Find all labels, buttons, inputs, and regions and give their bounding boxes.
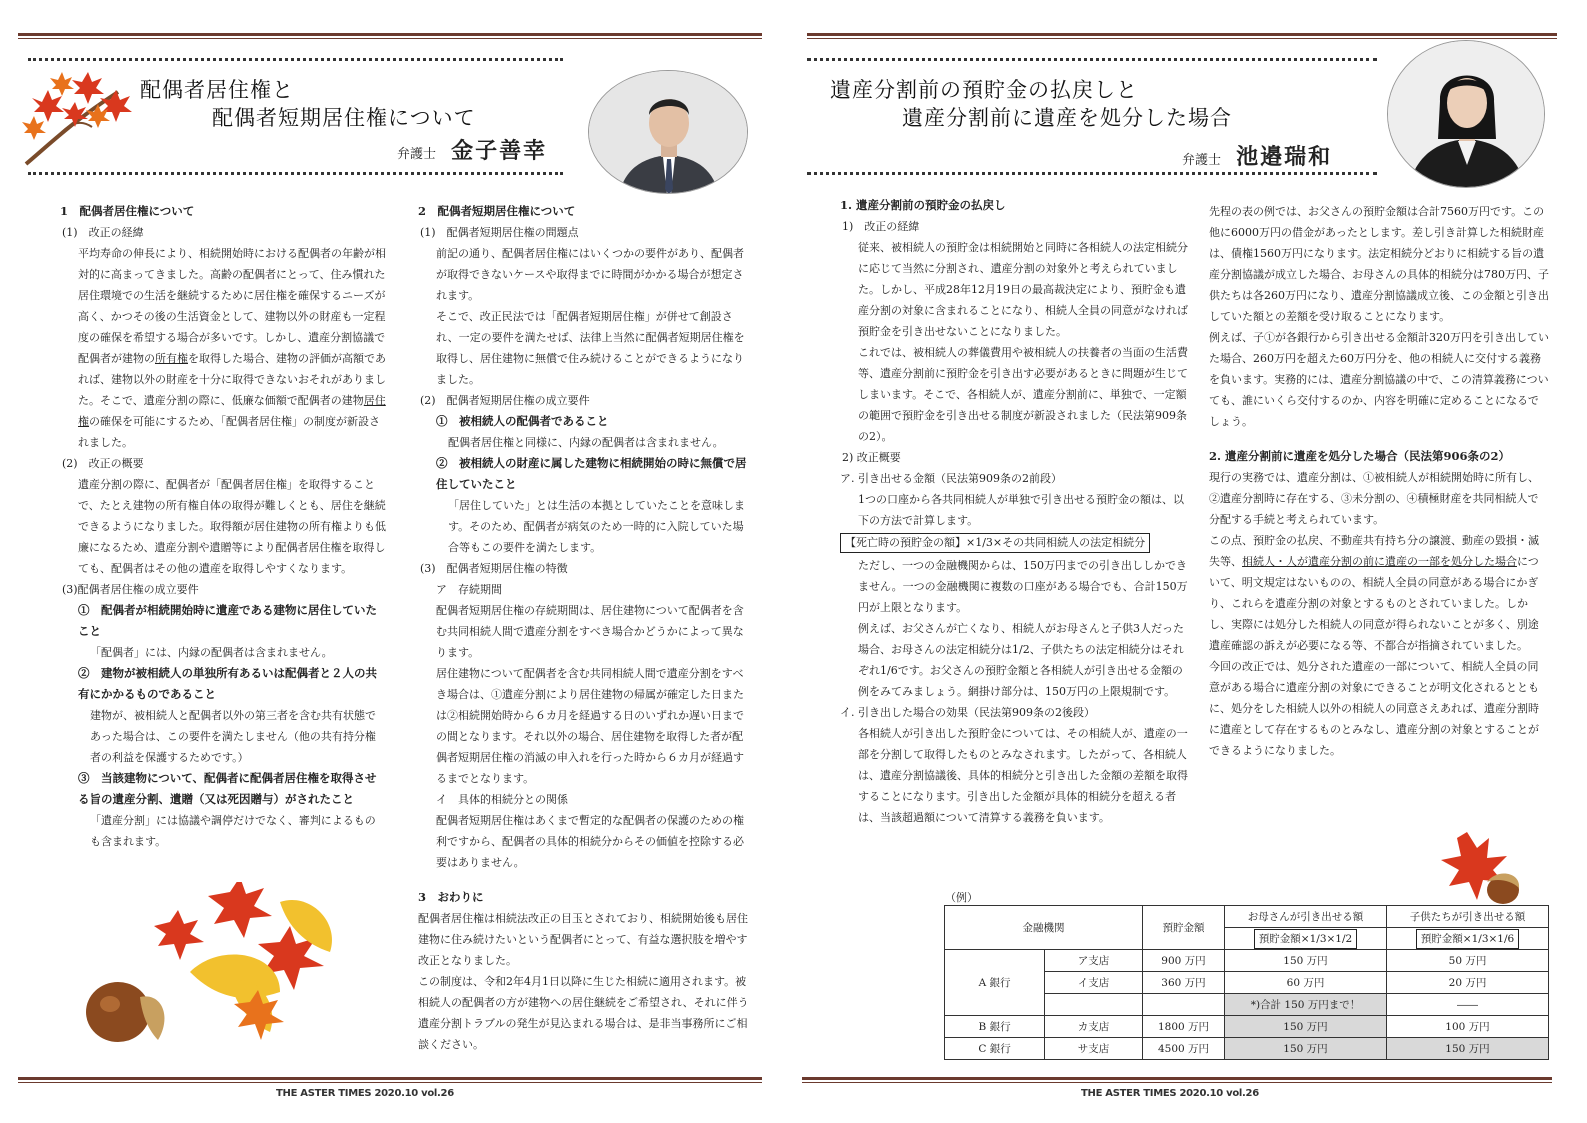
bank-cell: B 銀行 bbox=[945, 1016, 1045, 1038]
paragraph: 居住建物について配偶者を含む共同相続人間で遺産分割をすべき場合は、①遺産分割により居住建物の帰属が確定した日または②相続開始時から６カ月を経過する日のいずれか遅い日までの間となります。それ以外の場合、居住建物を取得した者が配偶者短期居住権の消滅の申入れを行った時から６カ月が経過するまでとなります。 bbox=[436, 667, 744, 785]
amount-cell bbox=[1143, 994, 1225, 1016]
requirement: ② 被相続人の財産に属した建物に相続開始の時に無償で居住していたこと bbox=[436, 456, 747, 491]
requirement: ① 被相続人の配偶者であること bbox=[436, 414, 609, 428]
top-dots bbox=[28, 58, 563, 61]
paragraph: そこで、改正民法では「配偶者短期居住権」が併せて創設され、一定の要件を満たせば、法律上当然に配偶者短期居住権を取得し、居住建物に無償で住み続けることができるようになりました。 bbox=[436, 310, 745, 386]
subsection-heading: (3) 配偶者短期居住権の特徴 bbox=[420, 562, 568, 575]
formula-box: 預貯金額×1/3×1/6 bbox=[1416, 929, 1519, 949]
underlined-text: 所有権 bbox=[155, 352, 188, 365]
subsection-heading: (1) 配偶者短期居住権の問題点 bbox=[420, 226, 579, 239]
footer-text: THE ASTER TIMES 2020.10 vol.26 bbox=[276, 1088, 454, 1099]
author-byline bbox=[1182, 140, 1332, 171]
requirement-note: 「居住していた」とは生活の本拠としていたことを意味します。そのため、配偶者が病気のため一時的に入院していた場合等もこの要件を満たします。 bbox=[448, 499, 745, 554]
child-cell: ―― bbox=[1387, 994, 1549, 1016]
bank-cell: C 銀行 bbox=[945, 1038, 1045, 1060]
bottom-dots bbox=[28, 172, 563, 175]
top-rule bbox=[18, 33, 762, 39]
mother-cell: *)合計 150 万円まで！ bbox=[1225, 994, 1387, 1016]
paragraph: これでは、被相続人の葬儀費用や被相続人の扶養者の当面の生活費等、遺産分割前に預貯金を引き出す必要があるときに問題が生じてしまいます。そこで、各相続人が、遺産分割前に、単独で、一定額の範囲で預貯金を引き出せる制度が新設されました（民法第909条の2）。 bbox=[858, 346, 1188, 443]
amount-cell: 360 万円 bbox=[1143, 972, 1225, 994]
requirement: ② 建物が被相続人の単独所有あるいは配偶者と２人の共有にかかるものであること bbox=[78, 666, 377, 701]
top-rule bbox=[807, 33, 1557, 39]
amount-cell: 4500 万円 bbox=[1143, 1038, 1225, 1060]
bank-cell: A 銀行 bbox=[945, 950, 1045, 1016]
author-role: 弁護士 bbox=[1182, 153, 1222, 168]
requirement-note: 「遺産分割」には協議や調停だけでなく、審判によるものも含まれます。 bbox=[90, 814, 376, 848]
paragraph: 今回の改正では、処分された遺産の一部について、相続人全員の同意がある場合に遺産分割の対象にできることが明文化されるとともに、処分をした相続人以外の相続人の同意さえあれば、遺産分割時に遺産として存在するものとみなし、遺産分割の対象とすることができるようになりました。 bbox=[1209, 660, 1539, 757]
underlined-text: 相続人・人が遺産分割の前に遺産の一部を処分した場合 bbox=[1242, 555, 1517, 568]
amount-cell: 1800 万円 bbox=[1143, 1016, 1225, 1038]
child-cell: 50 万円 bbox=[1387, 950, 1549, 972]
header-cell: 預貯金額 bbox=[1143, 906, 1225, 950]
branch-cell: ア支店 bbox=[1045, 950, 1143, 972]
paragraph: 各相続人が引き出した預貯金については、その相続人が、遺産の一部を分割して取得したものとみなされます。したがって、各相続人は、遺産分割協議後、具体的相続分と引き出した金額の差額を取得することになります。引き出した金額が具体的相続分を超える者は、当該超過額について清算する義務を負います。 bbox=[858, 727, 1188, 824]
section-heading: 1. 遺産分割前の預貯金の払戻し bbox=[840, 198, 1006, 212]
child-cell: 150 万円 bbox=[1387, 1038, 1549, 1060]
subsection-heading: 2) 改正概要 bbox=[842, 451, 901, 464]
table-row bbox=[945, 1038, 1549, 1060]
section-heading: 1 配偶者居住権について bbox=[60, 204, 195, 218]
mother-cell: 150 万円 bbox=[1225, 1016, 1387, 1038]
author-photo bbox=[588, 70, 748, 194]
requirement: ① 配偶者が相続開始時に遺産である建物に居住していたこと bbox=[78, 603, 377, 638]
mother-cell: 150 万円 bbox=[1225, 1038, 1387, 1060]
item-heading: ア 存続期間 bbox=[436, 583, 502, 596]
item-heading: ア. 引き出せる金額（民法第909条の2前段） bbox=[840, 472, 1062, 485]
child-cell: 100 万円 bbox=[1387, 1016, 1549, 1038]
paragraph: 先程の表の例では、お父さんの預貯金額は合計7560万円です。この他に6000万円の借金があったとします。差し引き計算した相続財産は、債権1560万円になります。法定相続分どおりに相続する旨の遺産分割協議が成立した場合、お母さんの具体的相続分は780万円、子供たちは各260万円になり、遺産分割協議成立後、この金額と引き出していた額との差額を受け取ることになります。 bbox=[1209, 205, 1549, 323]
branch-cell: サ支店 bbox=[1045, 1038, 1143, 1060]
bottom-dots bbox=[807, 172, 1377, 175]
author-byline bbox=[397, 134, 547, 165]
footer-rule bbox=[802, 1077, 1552, 1083]
mother-cell: 60 万円 bbox=[1225, 972, 1387, 994]
table-row bbox=[945, 1016, 1549, 1038]
paragraph: 例えば、お父さんが亡くなり、相続人がお母さんと子供3人だった場合、お母さんの法定相続分は1/2、子供たちの法定相続分はそれぞれ1/6です。お父さんの預貯金額と各相続人が引き出せる金額の例をみてみましょう。網掛け部分は、150万円の上限規制です。 bbox=[858, 622, 1184, 698]
text: この点、預貯金の払戻、不動産共有持ち分の譲渡、動産の毀損・滅失等、 bbox=[1209, 534, 1539, 568]
paragraph bbox=[60, 243, 386, 453]
article-title-line2: 配偶者短期居住権について bbox=[212, 106, 476, 130]
top-dots bbox=[807, 58, 1377, 61]
paragraph: 配偶者短期居住権の存続期間は、居住建物について配偶者を含む共同相続人間で遺産分割をすべき場合かどうかによって異なります。 bbox=[436, 604, 744, 659]
formula-cell bbox=[1225, 928, 1387, 950]
author-name: 池邉瑞和 bbox=[1236, 145, 1333, 170]
article-column-1 bbox=[60, 201, 386, 852]
branch-cell: カ支店 bbox=[1045, 1016, 1143, 1038]
paragraph: ただし、一つの金融機関からは、150万円までの引き出ししかできません。一つの金融機関に複数の口座がある場合でも、合計150万円が上限となります。 bbox=[858, 559, 1188, 614]
autumn-leaves-illustration bbox=[80, 882, 360, 1082]
paragraph: この制度は、令和2年4月1日以降に生じた相続に適用されます。被相続人の配偶者の方が建物への居住継続をご希望され、それに伴う遺産分割トラブルの発生が見込まれる場合は、是非当事務所にご相談ください。 bbox=[418, 975, 749, 1051]
text: を取得した場合、建物の評価が高額であれば、建物以外の財産を十分に取得できないおそれがありました。そこで、遺産分割の際に、低廉な価額で配偶者の建物 bbox=[78, 352, 386, 407]
branch-cell bbox=[1045, 994, 1143, 1016]
subsection-heading: (2) 配偶者短期居住権の成立要件 bbox=[420, 394, 590, 407]
subsection-heading: (3)配偶者居住権の成立要件 bbox=[62, 583, 199, 596]
paragraph: 配偶者居住権は相続法改正の目玉とされており、相続開始後も居住建物に住み続けたいという配偶者にとって、有益な選択肢を増やす改正となりました。 bbox=[418, 912, 748, 967]
requirement-note: 建物が、被相続人と配偶者以外の第三者を含む共有状態であった場合は、この要件を満たしません（他の共有持分権者の利益を保護するためです。） bbox=[90, 709, 376, 764]
author-role: 弁護士 bbox=[397, 147, 437, 162]
paragraph: 前記の通り、配偶者居住権にはいくつかの要件があり、配偶者が取得できないケースや取得までに時間がかかる場合が想定されます。 bbox=[436, 247, 744, 302]
article-column-1 bbox=[840, 195, 1192, 828]
section-heading: 2. 遺産分割前に遺産を処分した場合（民法第906条の2） bbox=[1209, 449, 1511, 463]
paragraph: 従来、被相続人の預貯金は相続開始と同時に各相続人の法定相続分に応じて当然に分割され、遺産分割の対象外と考えられていました。しかし、平成28年12月19日の最高裁決定により、預貯金も遺産分割の対象に含まれることになり、相続人全員の同意がなければ預貯金を引き出せないことになりました。 bbox=[858, 241, 1188, 338]
paragraph: 例えば、子①が各銀行から引き出せる金額計320万円を引き出していた場合、260万円を超えた60万円分を、他の相続人に交付する義務を負います。実務的には、遺産分割協議の中で、この清算義務についても、誰にいくら交付するのか、内容を明確に定めることになるでしょう。 bbox=[1209, 331, 1549, 428]
requirement-note: 配偶者居住権と同様に、内縁の配偶者は含まれません。 bbox=[448, 436, 724, 449]
requirement-note: 「配偶者」には、内縁の配偶者は含まれません。 bbox=[90, 646, 333, 659]
formula-box: 預貯金額×1/3×1/2 bbox=[1254, 929, 1357, 949]
text: について、明文規定はないものの、相続人全員の同意がある場合にかぎり、これらを遺産分割の対象とするものとされていました。しかし、実際には処分した相続人の同意が得られないことが多く、別途遺産確認の訴えが必要になる等、不都合が指摘されていました。 bbox=[1209, 555, 1539, 652]
withdrawal-example-table bbox=[944, 905, 1549, 1060]
subsection-heading: (1) 改正の経緯 bbox=[62, 226, 144, 239]
author-name: 金子善幸 bbox=[451, 139, 548, 164]
paragraph: 現行の実務では、遺産分割は、①被相続人が相続開始時に所有し、②遺産分割時に存在する、③未分割の、④積極財産を共同相続人で分配する手続と考えられています。 bbox=[1209, 471, 1539, 526]
article-column-2 bbox=[418, 201, 754, 1055]
header-cell: 金融機関 bbox=[945, 906, 1143, 950]
article-title-line2: 遺産分割前に遺産を処分した場合 bbox=[902, 106, 1232, 130]
paragraph: 配偶者短期居住権はあくまで暫定的な配偶者の保護のための権利ですから、配偶者の具体的相続分からその価値を控除する必要はありません。 bbox=[436, 814, 744, 869]
branch-cell: イ支店 bbox=[1045, 972, 1143, 994]
left-page bbox=[0, 0, 790, 1123]
table-header-row bbox=[945, 906, 1549, 928]
article-title-line1: 遺産分割前の預貯金の払戻しと bbox=[830, 78, 1138, 102]
text: 平均寿命の伸長により、相続開始時における配偶者の年齢が相対的に高まってきました。高齢の配偶者にとって、住み慣れた居住環境での生活を継続するために居住権を確保するニーズが高く、かつその後の生活資金として、建物以外の財産も一定程度の確保を希望する場合が多いです。しかし、遺産分割協議で配偶者が建物の bbox=[78, 247, 386, 365]
header-cell: お母さんが引き出せる額 bbox=[1225, 906, 1387, 928]
text: の確保を可能にするため、「配偶者居住権」の制度が新設されました。 bbox=[78, 415, 381, 449]
paragraph: 1つの口座から各共同相続人が単独で引き出せる預貯金の額は、以下の方法で計算します。 bbox=[858, 493, 1184, 527]
requirement: ③ 当該建物について、配偶者に配偶者居住権を取得させる旨の遺産分割、遺贈（又は死因贈与）がされたこと bbox=[78, 771, 377, 806]
footer-rule bbox=[18, 1077, 762, 1083]
maple-branch-illustration bbox=[22, 72, 134, 167]
maple-acorn-illustration bbox=[1437, 832, 1537, 912]
paragraph: 遺産分割の際に、配偶者が「配偶者居住権」を取得することで、たとえ建物の所有権自体の取得が難しくとも、居住を継続できるようになりました。取得額が居住建物の所有権よりも低廉になるため、遺産分割や遺贈等により配偶者居住権を取得しても、配偶者はその他の遺産を取得しやすくなります。 bbox=[78, 478, 386, 575]
subsection-heading: 1) 改正の経緯 bbox=[842, 220, 920, 233]
author-photo bbox=[1387, 40, 1545, 188]
table-row bbox=[945, 950, 1549, 972]
formula-cell bbox=[1387, 928, 1549, 950]
underlined-text: 居住権 bbox=[78, 394, 386, 428]
child-cell: 20 万円 bbox=[1387, 972, 1549, 994]
section-heading: 3 おわりに bbox=[418, 890, 484, 904]
table-caption: （例） bbox=[945, 891, 978, 904]
subsection-heading: (2) 改正の概要 bbox=[62, 457, 144, 470]
footer-text: THE ASTER TIMES 2020.10 vol.26 bbox=[1081, 1088, 1259, 1099]
article-column-2 bbox=[1209, 201, 1549, 761]
amount-cell: 900 万円 bbox=[1143, 950, 1225, 972]
formula-box: 【死亡時の預貯金の額】×1/3×その共同相続人の法定相続分 bbox=[840, 533, 1150, 553]
item-heading: イ 具体的相続分との関係 bbox=[436, 793, 568, 806]
header-cell: 子供たちが引き出せる額 bbox=[1387, 906, 1549, 928]
section-heading: 2 配偶者短期居住権について bbox=[418, 204, 576, 218]
paragraph bbox=[1209, 530, 1549, 656]
mother-cell: 150 万円 bbox=[1225, 950, 1387, 972]
right-page bbox=[797, 0, 1587, 1123]
item-heading: イ. 引き出した場合の効果（民法第909条の2後段） bbox=[840, 706, 1095, 719]
article-title-line1: 配偶者居住権と bbox=[140, 78, 294, 102]
